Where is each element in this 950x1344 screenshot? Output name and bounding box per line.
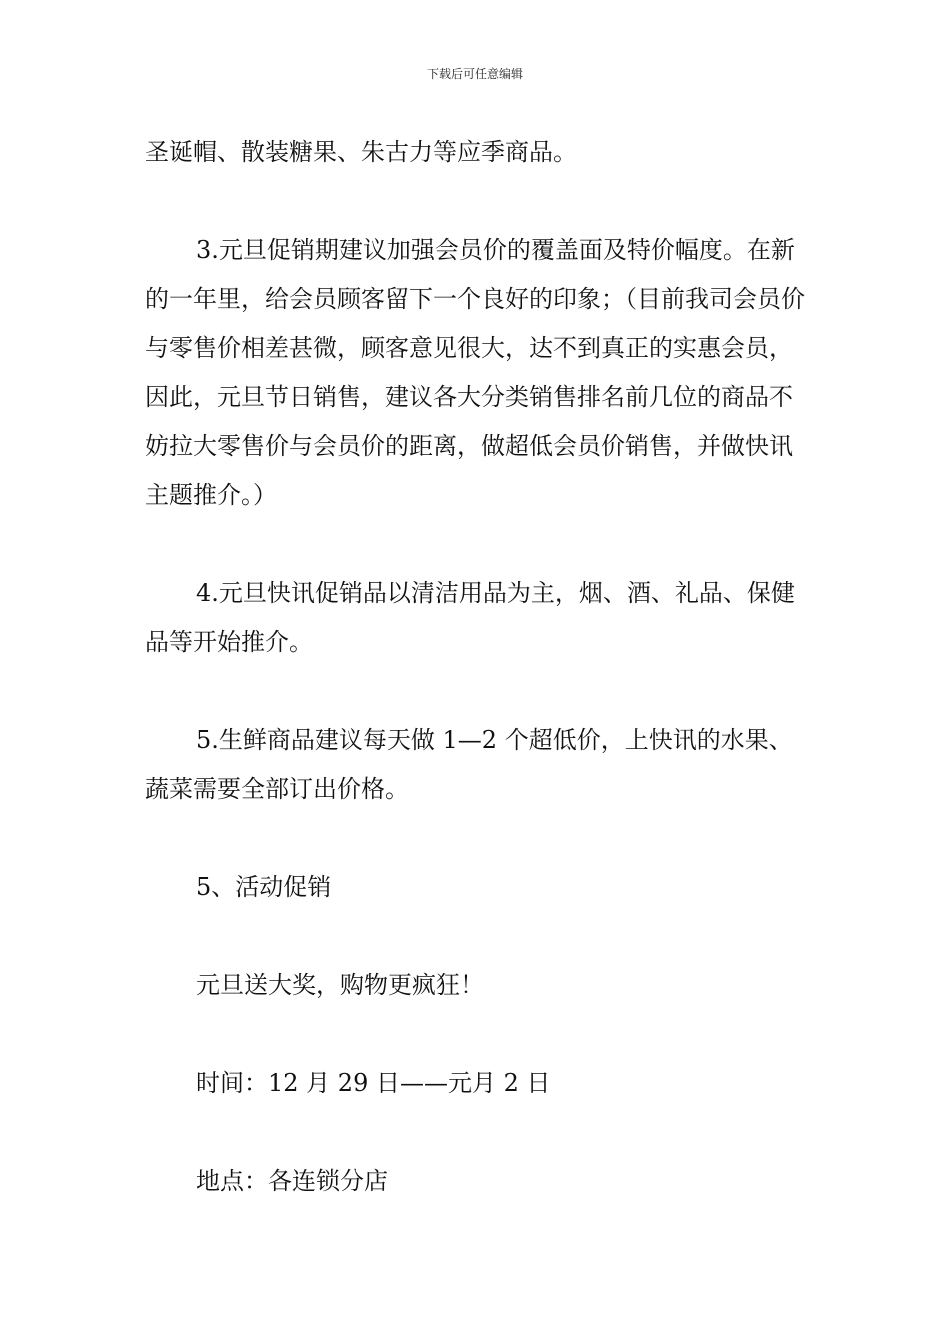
promotion-time: 时间：12 月 29 日——元月 2 日 bbox=[196, 1069, 551, 1097]
promotion-location: 地点：各连锁分店 bbox=[196, 1167, 388, 1195]
paragraph-item-5: 5.生鲜商品建议每天做 1—2 个超低价，上快讯的水果、蔬菜需要全部订出价格。 bbox=[145, 726, 793, 803]
paragraph-item-3: 3.元旦促销期建议加强会员价的覆盖面及特价幅度。在新的一年里，给会员顾客留下一个良好的印象；（目前我司会员价与零售价相差甚微，顾客意见很大，达不到真正的实惠会员，因此，元旦节日销售，建议各大分类销售排名前几位的商品不妨拉大零售价与会员价的距离，做超低会员价销售，并做快讯主题推介。） bbox=[145, 236, 805, 509]
promotion-slogan: 元旦送大奖，购物更疯狂！ bbox=[196, 971, 484, 999]
section-heading-promotion: 5、活动促销 bbox=[196, 873, 332, 901]
paragraph-item-4: 4.元旦快讯促销品以清洁用品为主，烟、酒、礼品、保健品等开始推介。 bbox=[145, 579, 795, 656]
page-header-note: 下载后可任意编辑 bbox=[426, 67, 523, 81]
paragraph-continuation: 圣诞帽、散装糖果、朱古力等应季商品。 bbox=[145, 138, 577, 166]
document-body bbox=[145, 128, 810, 1206]
